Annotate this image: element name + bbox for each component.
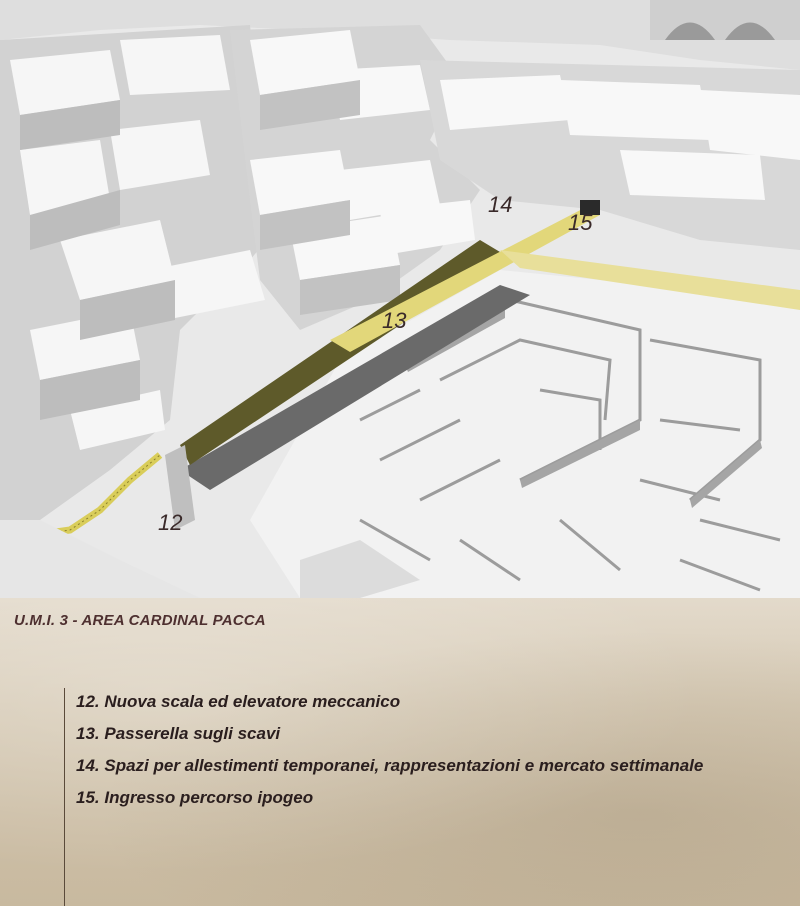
legend-list [76,686,776,814]
legend-item-14: 14. Spazi per allestimenti temporanei, rappresentazioni e mercato settimanale [76,756,704,775]
bridge-arches [650,0,800,40]
callout-12: 12 [158,510,183,535]
callout-14: 14 [488,192,513,217]
callout-13: 13 [382,308,407,333]
section-title: U.M.I. 3 - AREA CARDINAL PACCA [14,612,266,629]
caption-panel [0,598,800,906]
legend-item-15: 15. Ingresso percorso ipogeo [76,788,314,807]
legend-item-13: 13. Passerella sugli scavi [76,724,281,743]
legend-divider [64,688,65,906]
legend-item-12: 12. Nuova scala ed elevatore meccanico [76,692,401,711]
callout-15: 15 [568,210,593,235]
